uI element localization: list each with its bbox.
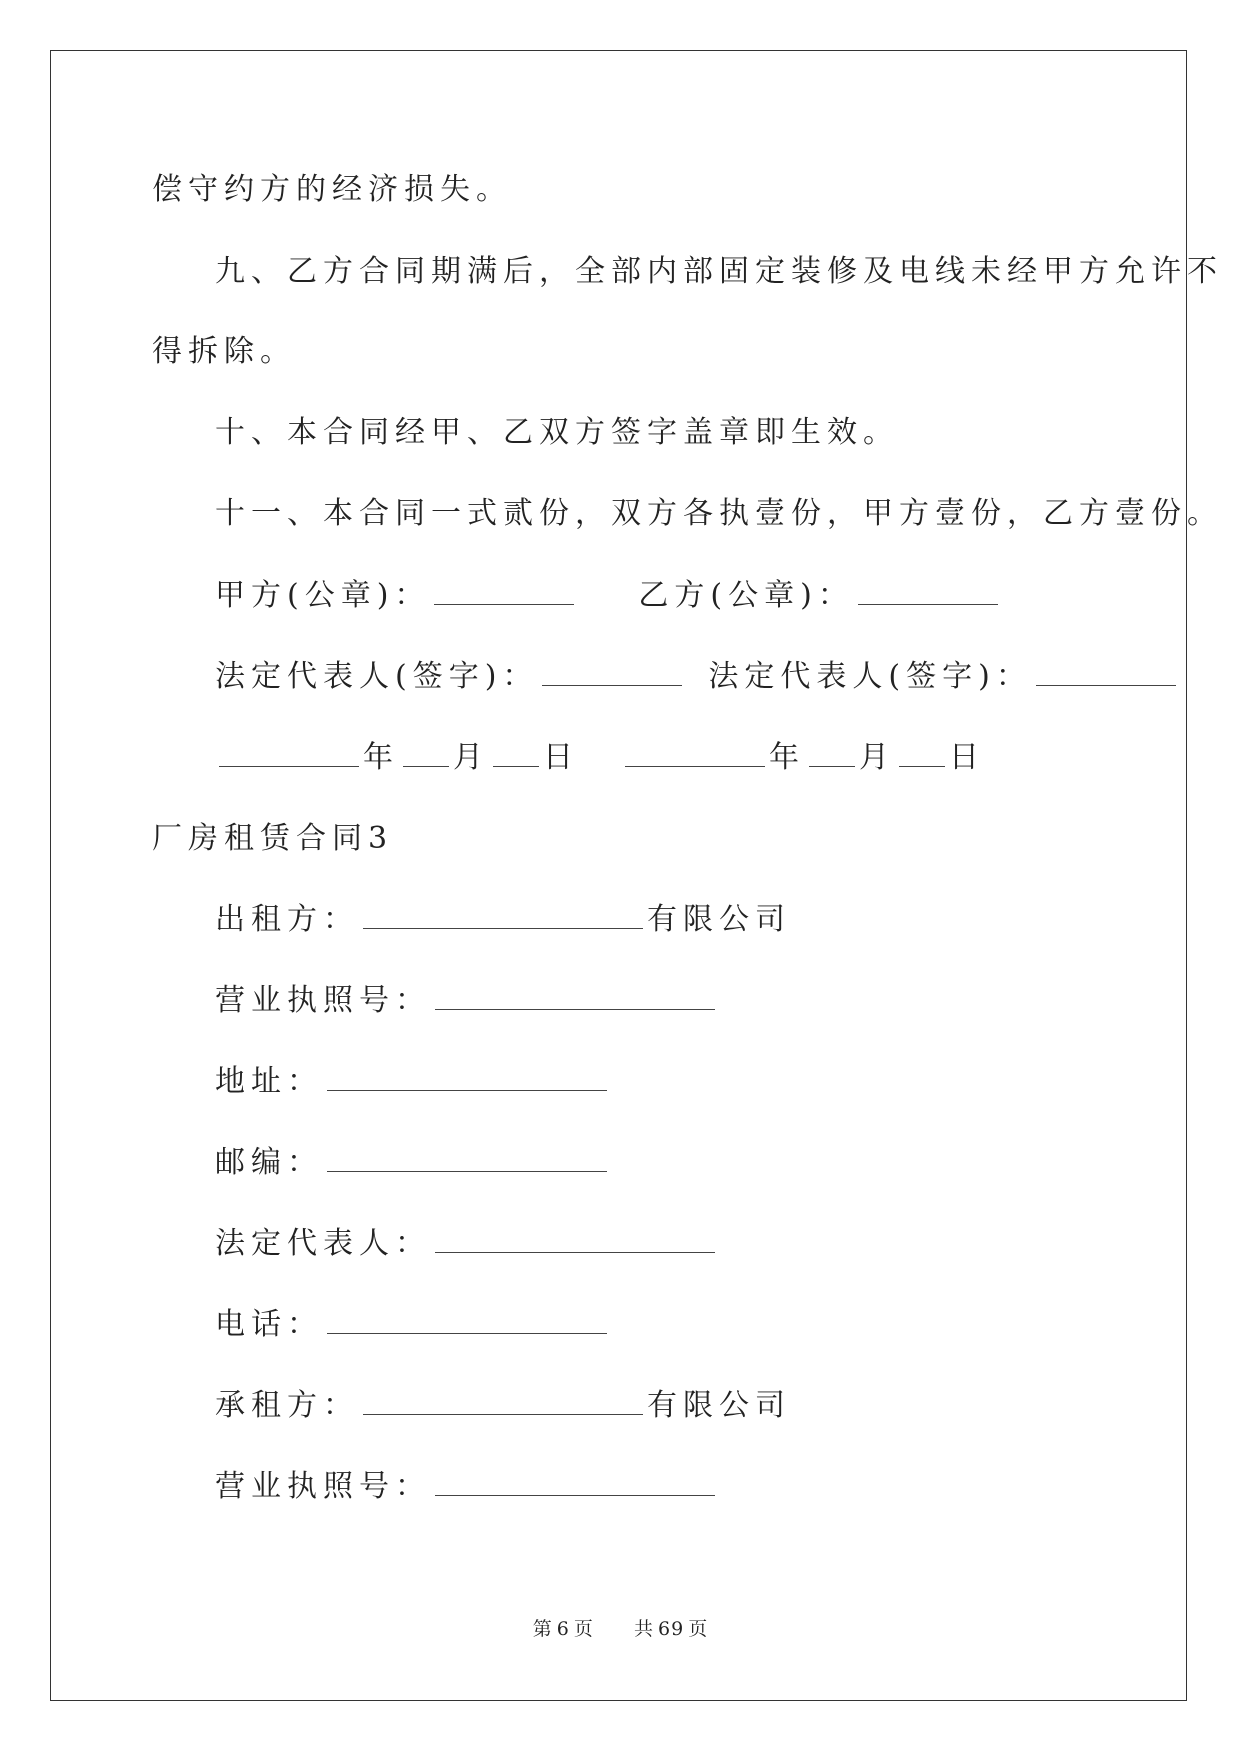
lessor-address-line [215, 1062, 611, 1102]
month-a-blank [403, 740, 449, 767]
rep-a-label: 法定代表人(签字)： [215, 659, 539, 694]
seal-line [215, 576, 1002, 616]
lessee-blank [363, 1388, 643, 1415]
lessee-license-blank [435, 1469, 715, 1496]
paragraph-line: 得拆除。 [152, 334, 296, 369]
lessor-license-blank [435, 983, 715, 1010]
lessor-line [215, 900, 791, 940]
lessee-label: 承租方： [215, 1388, 359, 1423]
rep-b-blank [1036, 659, 1176, 686]
paragraph-line: 十一、本合同一式贰份，双方各执壹份，甲方壹份，乙方壹份。 [215, 496, 1223, 531]
rep-a-blank [542, 659, 682, 686]
rep-line [215, 657, 1180, 697]
page-unit: 页 [573, 1618, 594, 1640]
lessor-phone-line [215, 1305, 611, 1345]
lessor-address-blank [327, 1064, 607, 1091]
year-b-blank [625, 740, 765, 767]
lessee-license-label: 营业执照号： [215, 1469, 431, 1504]
lessor-rep-blank [435, 1226, 715, 1253]
paragraph-line: 偿守约方的经济损失。 [152, 172, 512, 207]
lessor-phone-blank [327, 1307, 607, 1334]
rep-b-label: 法定代表人(签字)： [708, 659, 1032, 694]
party-b-seal-blank [858, 578, 998, 605]
lessor-postcode-line [215, 1143, 611, 1183]
section-title: 厂房租赁合同3 [152, 821, 394, 856]
party-b-seal-label: 乙方(公章)： [638, 578, 854, 613]
day-a-label: 日 [543, 740, 579, 775]
month-b-label: 月 [859, 740, 895, 775]
month-b-blank [809, 740, 855, 767]
lessee-line [215, 1386, 791, 1426]
page-border [50, 50, 1187, 1701]
lessor-label: 出租方： [215, 902, 359, 937]
page-footer [0, 1617, 1241, 1641]
lessee-suffix: 有限公司 [647, 1388, 791, 1423]
date-line [215, 738, 985, 778]
party-a-seal-blank [434, 578, 574, 605]
lessor-postcode-label: 邮编： [215, 1145, 323, 1180]
lessor-phone-label: 电话： [215, 1307, 323, 1342]
year-b-label: 年 [769, 740, 805, 775]
year-a-blank [219, 740, 359, 767]
total-pages: 69 [658, 1618, 685, 1640]
paragraph-line: 九、乙方合同期满后，全部内部固定装修及电线未经甲方允许不 [215, 254, 1223, 289]
page-number: 6 [556, 1618, 570, 1640]
lessor-rep-line [215, 1224, 719, 1264]
lessor-rep-label: 法定代表人： [215, 1226, 431, 1261]
lessor-blank [363, 902, 643, 929]
total-prefix: 共 [634, 1618, 655, 1640]
day-b-label: 日 [949, 740, 985, 775]
month-a-label: 月 [453, 740, 489, 775]
paragraph-line: 十、本合同经甲、乙双方签字盖章即生效。 [215, 415, 899, 450]
lessor-postcode-blank [327, 1145, 607, 1172]
party-a-seal-label: 甲方(公章)： [215, 578, 431, 613]
lessor-license-label: 营业执照号： [215, 983, 431, 1018]
page-prefix: 第 [532, 1618, 553, 1640]
lessor-license-line [215, 981, 719, 1021]
lessee-license-line [215, 1467, 719, 1507]
year-a-label: 年 [363, 740, 399, 775]
total-unit: 页 [688, 1618, 709, 1640]
day-b-blank [899, 740, 945, 767]
lessor-suffix: 有限公司 [647, 902, 791, 937]
day-a-blank [493, 740, 539, 767]
lessor-address-label: 地址： [215, 1064, 323, 1099]
